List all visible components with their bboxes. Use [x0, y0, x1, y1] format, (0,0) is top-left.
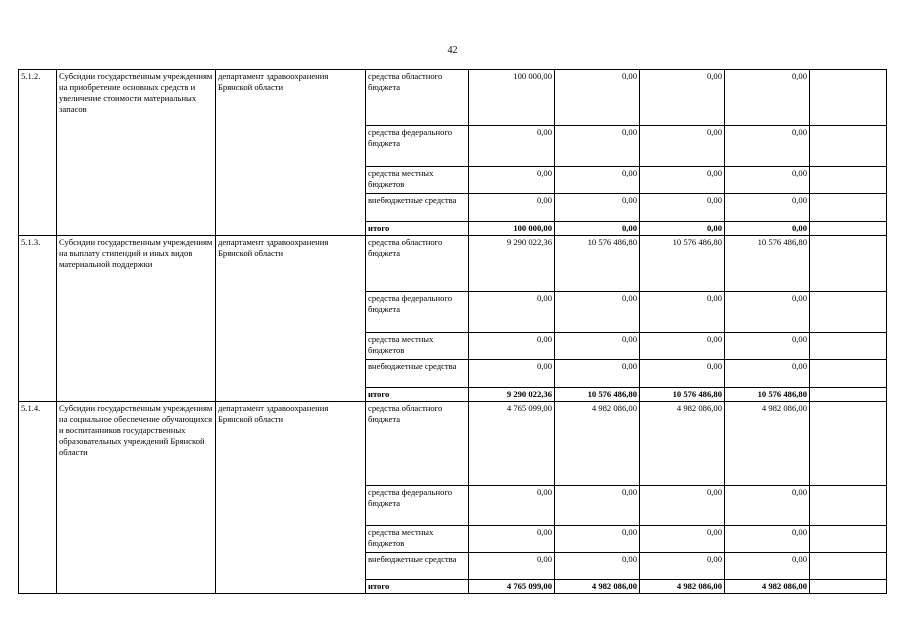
value-cell: 0,00: [640, 194, 725, 222]
empty-cell: [810, 402, 887, 486]
value-cell: 0,00: [469, 360, 555, 388]
measure-description: Субсидии государственным учреждениям на выплату стипендий и иных видов материальной поддержки: [57, 236, 216, 402]
value-cell: 0,00: [555, 333, 640, 360]
value-cell: 0,00: [555, 292, 640, 333]
empty-cell: [810, 70, 887, 126]
funding-source: средства областного бюджета: [366, 236, 469, 292]
value-cell: 0,00: [725, 486, 810, 526]
value-cell: 0,00: [555, 126, 640, 167]
value-cell: 0,00: [725, 222, 810, 236]
value-cell: 4 765 099,00: [469, 402, 555, 486]
value-cell: 0,00: [469, 292, 555, 333]
funding-source: средства областного бюджета: [366, 402, 469, 486]
value-cell: 100 000,00: [469, 222, 555, 236]
value-cell: 0,00: [640, 167, 725, 194]
empty-cell: [810, 292, 887, 333]
value-cell: 100 000,00: [469, 70, 555, 126]
value-cell: 0,00: [555, 222, 640, 236]
value-cell: 10 576 486,80: [640, 388, 725, 402]
value-cell: 0,00: [640, 333, 725, 360]
value-cell: 10 576 486,80: [725, 388, 810, 402]
value-cell: 4 982 086,00: [725, 580, 810, 594]
value-cell: 0,00: [555, 553, 640, 580]
executor: департамент здравоохранения Брянской области: [216, 70, 366, 236]
value-cell: 0,00: [469, 126, 555, 167]
funding-source: средства федерального бюджета: [366, 126, 469, 167]
empty-cell: [810, 167, 887, 194]
value-cell: 0,00: [640, 486, 725, 526]
value-cell: 0,00: [555, 70, 640, 126]
budget-table: [18, 69, 887, 594]
value-cell: 0,00: [725, 360, 810, 388]
empty-cell: [810, 333, 887, 360]
value-cell: 0,00: [640, 292, 725, 333]
value-cell: 0,00: [555, 486, 640, 526]
empty-cell: [810, 360, 887, 388]
empty-cell: [810, 580, 887, 594]
funding-source-total: итого: [366, 222, 469, 236]
value-cell: 0,00: [469, 167, 555, 194]
value-cell: 0,00: [725, 333, 810, 360]
value-cell: 0,00: [640, 70, 725, 126]
executor: департамент здравоохранения Брянской области: [216, 402, 366, 594]
value-cell: 4 982 086,00: [640, 402, 725, 486]
value-cell: 0,00: [640, 360, 725, 388]
value-cell: 0,00: [555, 360, 640, 388]
value-cell: 0,00: [469, 553, 555, 580]
funding-source: внебюджетные средства: [366, 194, 469, 222]
page-number: 42: [447, 45, 458, 56]
value-cell: 9 290 022,36: [469, 388, 555, 402]
funding-source-total: итого: [366, 388, 469, 402]
table-row: [19, 402, 887, 486]
row-index: 5.1.2.: [19, 70, 57, 236]
value-cell: 10 576 486,80: [555, 236, 640, 292]
value-cell: 10 576 486,80: [555, 388, 640, 402]
row-index: 5.1.3.: [19, 236, 57, 402]
value-cell: 0,00: [725, 194, 810, 222]
empty-cell: [810, 388, 887, 402]
value-cell: 4 982 086,00: [555, 580, 640, 594]
value-cell: 4 765 099,00: [469, 580, 555, 594]
funding-source: средства местных бюджетов: [366, 333, 469, 360]
funding-source: средства федерального бюджета: [366, 292, 469, 333]
value-cell: 10 576 486,80: [640, 236, 725, 292]
measure-description: Субсидии государственным учреждениям на приобретение основных средств и увеличение стоимости материальных запасов: [57, 70, 216, 236]
value-cell: 0,00: [469, 486, 555, 526]
value-cell: 0,00: [469, 333, 555, 360]
funding-source: средства местных бюджетов: [366, 526, 469, 553]
funding-source-total: итого: [366, 580, 469, 594]
value-cell: 4 982 086,00: [640, 580, 725, 594]
measure-description: Субсидии государственным учреждениям на социальное обеспечение обучающихся и воспитанников государственных образовательных учреждений Брянской области: [57, 402, 216, 594]
empty-cell: [810, 236, 887, 292]
value-cell: 0,00: [725, 526, 810, 553]
empty-cell: [810, 526, 887, 553]
executor: департамент здравоохранения Брянской области: [216, 236, 366, 402]
value-cell: 10 576 486,80: [725, 236, 810, 292]
value-cell: 0,00: [725, 553, 810, 580]
table-row: [19, 236, 887, 292]
value-cell: 0,00: [725, 126, 810, 167]
funding-source: внебюджетные средства: [366, 360, 469, 388]
value-cell: 0,00: [640, 126, 725, 167]
value-cell: 9 290 022,36: [469, 236, 555, 292]
value-cell: 0,00: [469, 526, 555, 553]
value-cell: 0,00: [469, 194, 555, 222]
empty-cell: [810, 553, 887, 580]
value-cell: 0,00: [555, 194, 640, 222]
value-cell: 4 982 086,00: [725, 402, 810, 486]
empty-cell: [810, 486, 887, 526]
value-cell: 4 982 086,00: [555, 402, 640, 486]
value-cell: 0,00: [640, 222, 725, 236]
table-row: [19, 70, 887, 126]
empty-cell: [810, 194, 887, 222]
funding-source: средства федерального бюджета: [366, 486, 469, 526]
value-cell: 0,00: [725, 167, 810, 194]
empty-cell: [810, 126, 887, 167]
value-cell: 0,00: [640, 526, 725, 553]
value-cell: 0,00: [640, 553, 725, 580]
value-cell: 0,00: [725, 292, 810, 333]
row-index: 5.1.4.: [19, 402, 57, 594]
value-cell: 0,00: [725, 70, 810, 126]
empty-cell: [810, 222, 887, 236]
funding-source: средства местных бюджетов: [366, 167, 469, 194]
value-cell: 0,00: [555, 526, 640, 553]
value-cell: 0,00: [555, 167, 640, 194]
funding-source: средства областного бюджета: [366, 70, 469, 126]
funding-source: внебюджетные средства: [366, 553, 469, 580]
